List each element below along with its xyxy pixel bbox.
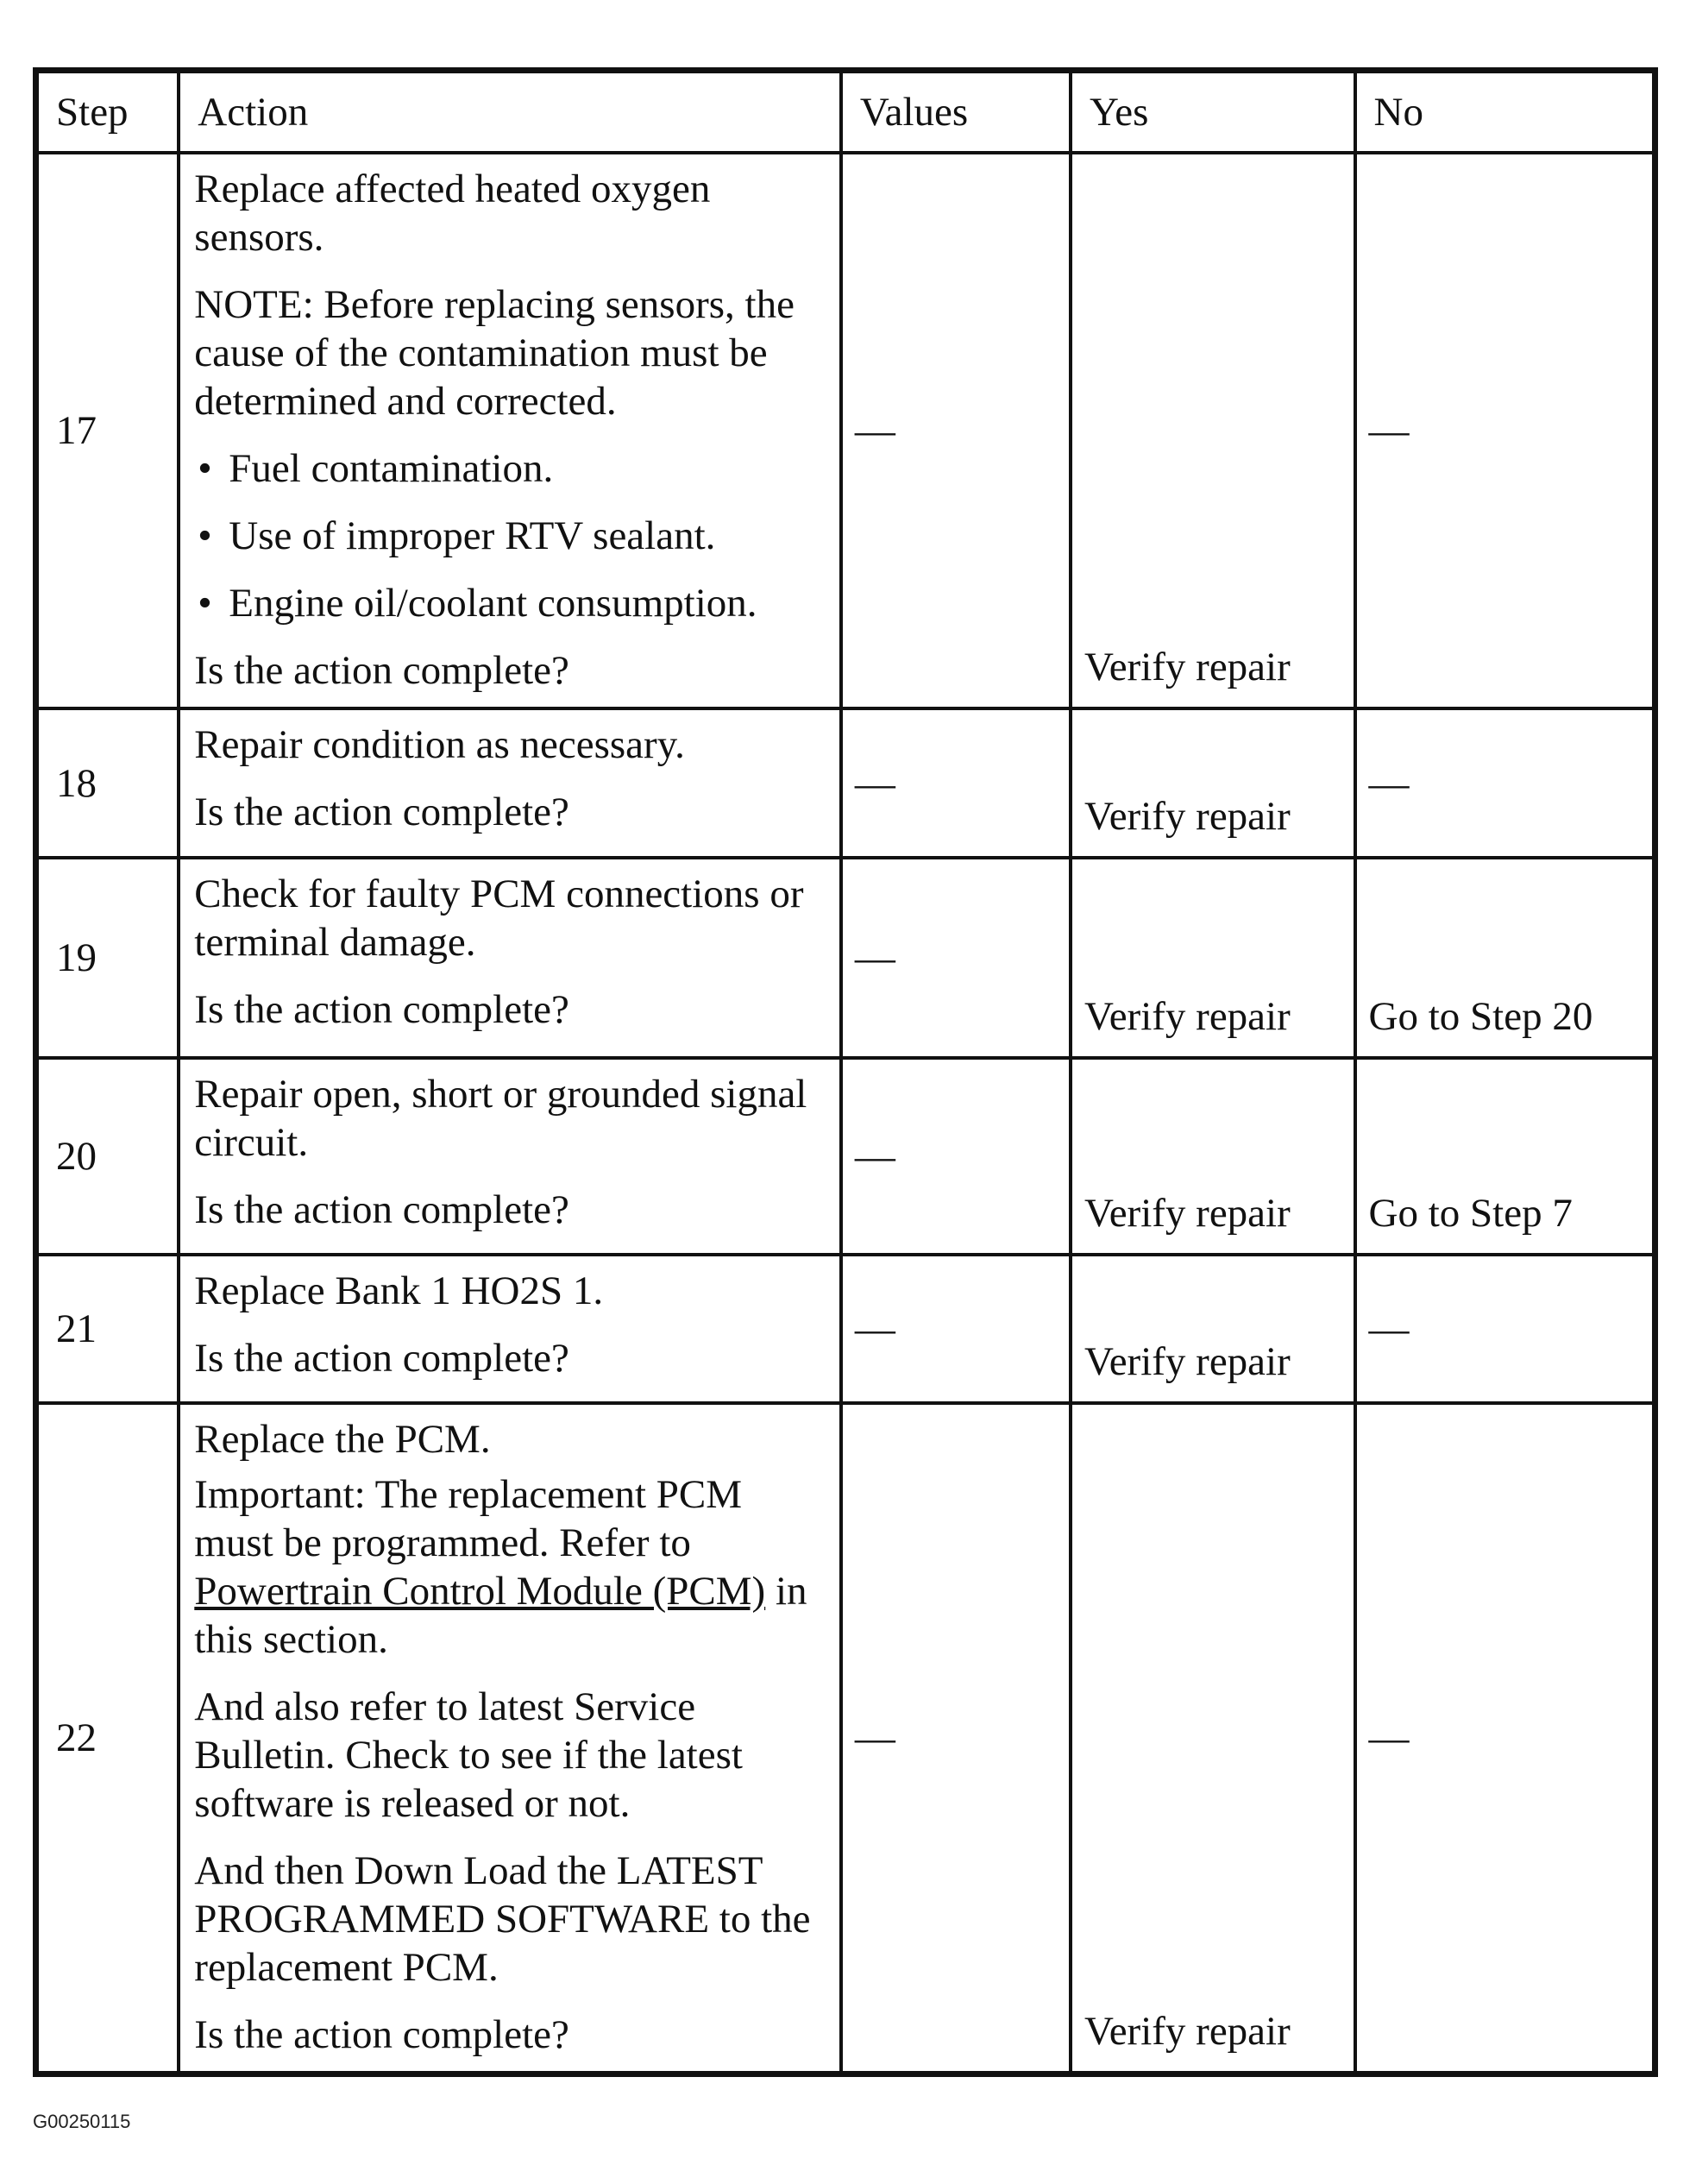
list-item: • Engine oil/coolant consumption. <box>194 579 826 627</box>
no-cell <box>1355 708 1655 858</box>
action-note: NOTE: Before replacing sensors, the cause of the contamination must be determined and corrected. <box>194 282 795 424</box>
bullet-list <box>194 444 826 627</box>
table-row <box>36 153 1655 708</box>
pcm-reference-link[interactable]: Powertrain Control Module (PCM) <box>194 1569 766 1614</box>
action-text: Repair condition as necessary. <box>194 722 685 767</box>
values-dash: — <box>854 760 895 806</box>
list-item: • Use of improper RTV sealant. <box>194 512 826 560</box>
header-step: Step <box>36 71 179 154</box>
yes-cell: Verify repair <box>1071 1255 1355 1403</box>
table-header-row <box>36 71 1655 154</box>
step-number: 22 <box>36 1403 179 2074</box>
action-cell <box>179 708 841 858</box>
action-cell <box>179 1058 841 1255</box>
values-cell <box>841 1058 1071 1255</box>
no-cell: Go to Step 7 <box>1355 1058 1655 1255</box>
values-dash: — <box>854 408 895 453</box>
values-dash: — <box>854 1715 895 1760</box>
step-number: 20 <box>36 1058 179 1255</box>
step-number: 17 <box>36 153 179 708</box>
action-cell <box>179 153 841 708</box>
values-cell <box>841 858 1071 1058</box>
table-row <box>36 858 1655 1058</box>
table-row <box>36 1058 1655 1255</box>
action-download: And then Down Load the LATEST PROGRAMMED SOFTWARE to the replacement PCM. <box>194 1848 811 1990</box>
yes-cell: Verify repair <box>1071 858 1355 1058</box>
action-question: Is the action complete? <box>194 1336 569 1381</box>
important-text: Important: The replacement PCM must be programmed. Refer to <box>194 1472 743 1565</box>
action-text: Replace Bank 1 HO2S 1. <box>194 1268 604 1313</box>
step-number: 18 <box>36 708 179 858</box>
header-no: No <box>1355 71 1655 154</box>
step-number: 21 <box>36 1255 179 1403</box>
header-action: Action <box>179 71 841 154</box>
no-dash: — <box>1368 408 1410 453</box>
table-row <box>36 708 1655 858</box>
action-text: Replace affected heated oxygen sensors. <box>194 167 711 260</box>
table-row <box>36 1255 1655 1403</box>
yes-cell: Verify repair <box>1071 1058 1355 1255</box>
values-cell <box>841 1255 1071 1403</box>
no-cell <box>1355 1255 1655 1403</box>
action-text: Repair open, short or grounded signal circuit. <box>194 1072 807 1165</box>
action-important <box>194 1470 826 1664</box>
no-dash: — <box>1368 760 1410 806</box>
step-number: 19 <box>36 858 179 1058</box>
action-text: Replace the PCM. <box>194 1417 491 1462</box>
values-dash: — <box>854 1134 895 1179</box>
no-cell <box>1355 1403 1655 2074</box>
no-cell: Go to Step 20 <box>1355 858 1655 1058</box>
action-bulletin: And also refer to latest Service Bulletin. Check to see if the latest software is released or not. <box>194 1684 743 1826</box>
header-yes: Yes <box>1071 71 1355 154</box>
yes-cell: Verify repair <box>1071 1403 1355 2074</box>
figure-id: G00250115 <box>33 2111 131 2132</box>
yes-cell: Verify repair <box>1071 153 1355 708</box>
values-dash: — <box>854 1306 895 1351</box>
values-cell <box>841 708 1071 858</box>
action-cell <box>179 1255 841 1403</box>
values-cell <box>841 1403 1071 2074</box>
no-dash: — <box>1368 1306 1410 1351</box>
action-question: Is the action complete? <box>194 648 569 693</box>
no-dash: — <box>1368 1715 1410 1760</box>
values-dash: — <box>854 935 895 980</box>
table-row <box>36 1403 1655 2074</box>
diagnostic-table <box>33 67 1658 2077</box>
header-values: Values <box>841 71 1071 154</box>
action-question: Is the action complete? <box>194 987 569 1032</box>
values-cell <box>841 153 1071 708</box>
list-item: • Fuel contamination. <box>194 444 826 493</box>
important-suffix: in this section. <box>194 1569 807 1662</box>
action-text: Check for faulty PCM connections or terminal damage. <box>194 872 804 965</box>
action-question: Is the action complete? <box>194 2012 569 2057</box>
action-cell <box>179 1403 841 2074</box>
yes-cell: Verify repair <box>1071 708 1355 858</box>
action-question: Is the action complete? <box>194 1187 569 1232</box>
action-question: Is the action complete? <box>194 790 569 834</box>
no-cell <box>1355 153 1655 708</box>
action-cell <box>179 858 841 1058</box>
